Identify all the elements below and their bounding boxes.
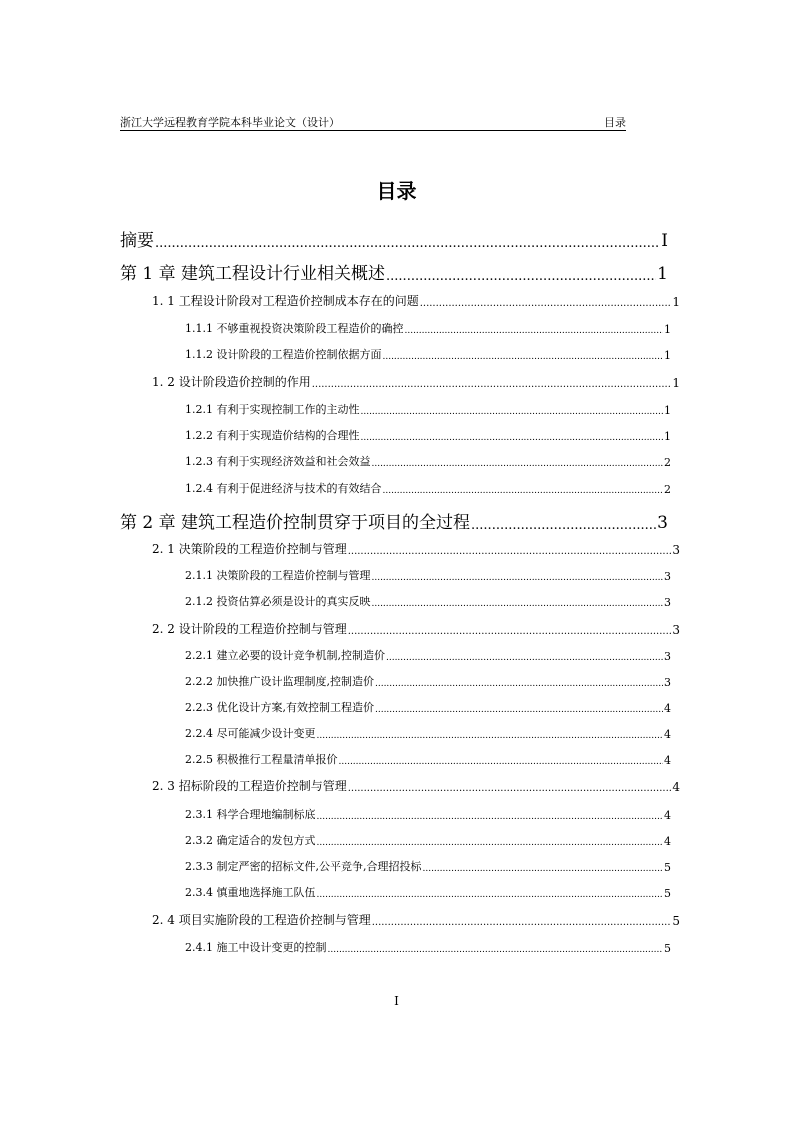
toc-entry[interactable] xyxy=(185,832,671,848)
toc-entry-page: 1 xyxy=(664,323,671,336)
toc-entry-label: 第 1 章 建筑工程设计行业相关概述 xyxy=(120,264,386,284)
toc-entry-label: 1. 2 设计阶段造价控制的作用 xyxy=(152,375,311,389)
toc-entry[interactable] xyxy=(185,593,671,609)
toc-entry-label: 2.2.4 尽可能减少设计变更 xyxy=(185,727,316,740)
toc-entry-label: 2.2.2 加快推广设计监理制度,控制造价 xyxy=(185,675,374,688)
toc-entry[interactable] xyxy=(185,346,671,362)
toc-entry-label: 2.3.4 慎重地选择施工队伍 xyxy=(185,886,316,899)
toc-dot-leader xyxy=(155,236,660,251)
toc-dot-leader xyxy=(386,269,656,284)
toc-entry[interactable] xyxy=(185,427,671,443)
toc-entry-label: 2.3.1 科学合理地编制标底 xyxy=(185,808,316,821)
toc-entry-page: 1 xyxy=(664,404,671,417)
toc-dot-leader xyxy=(375,705,663,715)
toc-entry[interactable] xyxy=(152,911,680,928)
toc-entry-page: 3 xyxy=(657,513,668,533)
toc-entry-page: 5 xyxy=(664,861,671,874)
toc-entry[interactable] xyxy=(185,884,671,900)
toc-entry-label: 2.3.3 制定严密的招标文件,公平竞争,合理招投标 xyxy=(185,860,422,873)
toc-entry-label: 摘要 xyxy=(120,231,154,251)
toc-entry-page: 5 xyxy=(672,914,680,928)
toc-dot-leader xyxy=(372,917,672,928)
toc-entry-page: 1 xyxy=(672,376,680,390)
toc-dot-leader xyxy=(339,757,664,767)
toc-dot-leader xyxy=(375,679,663,689)
toc-dot-leader xyxy=(371,573,663,583)
toc-entry-label: 2. 4 项目实施阶段的工程造价控制与管理 xyxy=(152,913,371,927)
toc-entry-label: 1.2.4 有利于促进经济与技术的有效结合 xyxy=(185,482,382,495)
toc-entry-page: I xyxy=(661,231,668,251)
toc-dot-leader xyxy=(382,486,663,496)
toc-entry-label: 2.1.2 投资估算必须是设计的真实反映 xyxy=(185,595,371,608)
header-section-name: 目录 xyxy=(604,116,626,129)
toc-entry[interactable] xyxy=(152,373,680,390)
toc-entry[interactable] xyxy=(152,777,680,794)
toc-entry-label: 1.2.1 有利于实现控制工作的主动性 xyxy=(185,403,360,416)
toc-entry[interactable] xyxy=(120,226,668,251)
toc-dot-leader xyxy=(348,546,672,557)
toc-entry-page: 4 xyxy=(664,835,671,848)
toc-dot-leader xyxy=(312,379,672,390)
toc-entry[interactable] xyxy=(185,939,671,955)
toc-dot-leader xyxy=(360,407,663,417)
toc-entry[interactable] xyxy=(185,480,671,496)
toc-dot-leader xyxy=(420,298,672,309)
toc-entry[interactable] xyxy=(152,292,680,309)
toc-dot-leader xyxy=(317,812,664,822)
toc-entry-page: 3 xyxy=(664,650,671,663)
toc-entry-label: 1.1.1 不够重视投资决策阶段工程造价的确控 xyxy=(185,322,404,335)
toc-entry-label: 第 2 章 建筑工程造价控制贯穿于项目的全过程 xyxy=(120,513,471,533)
toc-entry-label: 2.3.2 确定适合的发包方式 xyxy=(185,834,316,847)
toc-entry-page: 5 xyxy=(664,942,671,955)
header-thesis-title: 浙江大学远程教育学院本科毕业论文（设计） xyxy=(120,116,340,129)
toc-entry-label: 2.2.5 积极推行工程量清单报价 xyxy=(185,753,338,766)
toc-dot-leader xyxy=(317,731,664,741)
toc-entry[interactable] xyxy=(185,453,671,469)
toc-entry-label: 2. 1 决策阶段的工程造价控制与管理 xyxy=(152,542,347,556)
toc-entry-page: 1 xyxy=(664,430,671,443)
toc-entry-page: 3 xyxy=(664,570,671,583)
toc-dot-leader xyxy=(371,599,663,609)
toc-dot-leader xyxy=(348,783,672,794)
toc-entry-page: 4 xyxy=(672,780,680,794)
toc-entry-page: 3 xyxy=(664,596,671,609)
toc-entry-label: 2.2.3 优化设计方案,有效控制工程造价 xyxy=(185,701,374,714)
toc-entry[interactable] xyxy=(185,806,671,822)
toc-entry-label: 2. 3 招标阶段的工程造价控制与管理 xyxy=(152,779,347,793)
toc-entry-page: 1 xyxy=(672,295,680,309)
toc-entry-page: 4 xyxy=(664,728,671,741)
toc-entry-label: 2. 2 设计阶段的工程造价控制与管理 xyxy=(152,622,347,636)
toc-dot-leader xyxy=(386,653,663,663)
page-title: 目录 xyxy=(376,179,417,203)
toc-dot-leader xyxy=(382,352,663,362)
toc-entry-page: 2 xyxy=(664,483,671,496)
toc-dot-leader xyxy=(317,838,664,848)
toc-entry-label: 2.1.1 决策阶段的工程造价控制与管理 xyxy=(185,569,371,582)
page-number: I xyxy=(394,994,399,1008)
toc-entry[interactable] xyxy=(120,508,668,533)
toc-dot-leader xyxy=(360,433,663,443)
toc-entry-page: 3 xyxy=(664,676,671,689)
toc-entry-page: 1 xyxy=(657,264,668,284)
toc-entry[interactable] xyxy=(120,259,668,284)
toc-entry[interactable] xyxy=(185,725,671,741)
toc-entry-label: 1.2.2 有利于实现造价结构的合理性 xyxy=(185,429,360,442)
toc-entry[interactable] xyxy=(152,620,680,637)
toc-entry[interactable] xyxy=(185,320,671,336)
toc-entry-page: 5 xyxy=(664,887,671,900)
toc-entry[interactable] xyxy=(185,699,671,715)
toc-entry-page: 4 xyxy=(664,754,671,767)
toc-entry-label: 1. 1 工程设计阶段对工程造价控制成本存在的问题 xyxy=(152,294,419,308)
toc-entry[interactable] xyxy=(185,673,671,689)
toc-dot-leader xyxy=(404,326,663,336)
toc-entry-label: 1.2.3 有利于实现经济效益和社会效益 xyxy=(185,455,371,468)
toc-dot-leader xyxy=(471,518,656,533)
toc-entry[interactable] xyxy=(152,540,680,557)
toc-dot-leader xyxy=(317,890,664,900)
toc-dot-leader xyxy=(422,864,663,874)
toc-entry[interactable] xyxy=(185,647,671,663)
toc-entry-page: 3 xyxy=(672,543,680,557)
toc-entry[interactable] xyxy=(185,401,671,417)
toc-entry-page: 4 xyxy=(664,702,671,715)
running-header xyxy=(120,110,626,131)
toc-entry-label: 2.4.1 施工中设计变更的控制 xyxy=(185,941,327,954)
toc-dot-leader xyxy=(348,626,672,637)
toc-entry-page: 2 xyxy=(664,456,671,469)
toc-entry[interactable] xyxy=(185,567,671,583)
toc-entry-label: 1.1.2 设计阶段的工程造价控制依据方面 xyxy=(185,348,382,361)
toc-entry[interactable] xyxy=(185,858,671,874)
toc-entry-page: 4 xyxy=(664,809,671,822)
toc-dot-leader xyxy=(328,945,664,955)
toc-entry-page: 1 xyxy=(664,349,671,362)
toc-entry-page: 3 xyxy=(672,623,680,637)
toc-entry-label: 2.2.1 建立必要的设计竞争机制,控制造价 xyxy=(185,649,385,662)
toc-dot-leader xyxy=(371,459,663,469)
toc-entry[interactable] xyxy=(185,751,671,767)
